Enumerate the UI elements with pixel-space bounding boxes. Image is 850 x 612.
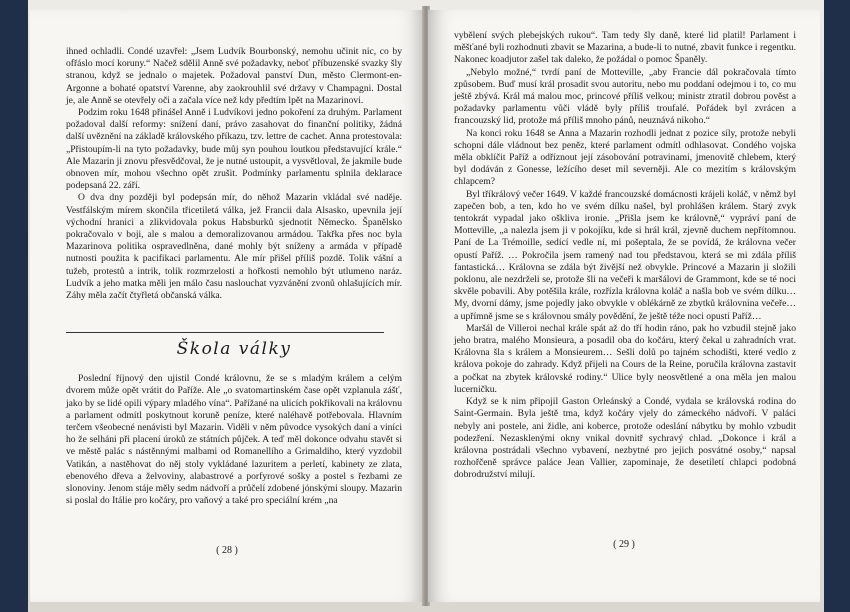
book-cover-edge-right [824, 0, 850, 612]
body-paragraph: vybělení svých plebejských rukou“. Tam tedy šly daně, které lid platil! Parlament i měšťané byli rozhodnuti zbavit se Mazarina, a bude-li to nutné, zbavit funkce i regentku. Nakonec koadjutor zašel tak daleko, že požádal o pomoc Španěly. [454, 30, 796, 66]
body-paragraph: Na konci roku 1648 se Anna a Mazarin rozhodli jednat z pozice síly, protože nebyli schopni dále vládnout bez peněz, které parlament odmítl odhlasovat. Condého vojska měla obklíčit Paříž a odříznout její zásobování potravinami, jmenovitě chlebem, který byl dodáván z Gonesse, ležícího deset mil severněji. Ale co mezitím s královským chlapcem? [454, 127, 796, 188]
chapter-title: Škola války [176, 339, 292, 360]
right-page [428, 10, 820, 602]
body-paragraph: Byl tříkrálový večer 1649. V každé francouzské domácnosti krájeli koláč, v němž byl zapečen bob, a ten, kdo ho ve svém dílku našel, byl prohlášen králem. Starý zvyk tentokrát vypadal jako oškliva ironie. „Přišla jsem ke královně,“ vypráví paní de Motteville, „a nalezla jsem ji v pokojíku, kde si hrál král, zjevně duchem nepřítomnou. Paní de La Trémoille, sedící vedle ní, mi pošeptala, že se povídá, že královna večer opustí Paříž. … Pokročila jsem ramený nad tou představou, která se mi zdála příliš fantastická… Královna se zdála být živější než obvykle. Princové a Mazarin ji složili poklonu, ale nezdrželi se, protože šli na večeři k maršálovi de Grammont, kde se té noci skvěle pobavili. Aby potěšila krále, rozřízla královna koláč a našla bob ve svém dílku… My, dvorní dámy, jsme pojedly jako obvykle v oblékárně ze zbytků královnina večeře… a upřímně jsme se s královnou smály povědění, že ještě téže noci opustí Paříž… [454, 188, 796, 322]
body-paragraph: „Nebylo možné,“ tvrdí paní de Motteville, „aby Francie dál pokračovala tímto způsobem. Buď musí král prosadit svou autoritu, nebo mu poddaní odejmou i to, co mu ještě zbývá. Král má malou moc, princové příliš velkou; ministr ztratil dobrou pověst a požadavky parlamentu vůči vládě byly příliš troufalé. Pořádek byl zvrácen a francouzský lid, protože má příliš mnoho pánů, neuznává nikoho.“ [454, 66, 796, 127]
chapter-divider [66, 332, 384, 333]
body-paragraph: Když se k nim připojil Gaston Orleánský a Condé, vydala se královská rodina do Saint-Germain. Byla ještě tma, když kočáry vjely do zámeckého nádvoří. V paláci nebyly ani postele, ani židle, ani koberce, protože odeslání nábytku by mohlo vzbudit podezření. Nezasklenými okny vnikal dovnitř sychravý chlad. „Dokonce i král a královna postrádali všechno vybavení, nezbytné pro jejich posvátné osoby,“ napsal rozhořčeně správce paláce Jean Vallier, zapominaje, že desetiletí chlapci podobná dobrodružství milují. [454, 396, 796, 481]
left-page [30, 10, 424, 602]
page-number: ( 29 ) [613, 539, 635, 550]
book-cover-edge-left [0, 0, 28, 612]
body-paragraph: Poslední říjnový den ujistil Condé královnu, že se s mladým králem a celým dvorem může opět vrátit do Paříže. Ale „o svatomartinském čase opět vzplanula zášť, jako by se lidé opili výpary mladého vína“. Pařížané na ulicích pokřikovali na královnu a parlament odmítl poskytnout koruně peníze, které naléhavě potřebovala. Hlavním terčem všeobecné nenávisti byl Mazarin. Viděli v něm původce vysokých daní a viníci ho že selháni při placení úroků ze státních půjček. A teď měl dokonce odvahu stavět si ve městě palác s nástěnnými malbami od Romanellího a Grimaldiho, který vyzdobil Vatikán, a nastěhovat do něj stoly vykládané lazuritem a perletí, kabinety ze zlata, ebenového dřeva a želvoviny, alabastrové a porfyrové sošky a postel s řezbami ze slonoviny. Jenom stáje měly sedm nádvoří a průčelí zdobené jónskými sloupy. Mazarin si poslal do Itálie pro kočáry, pro vaňový a také pro speciální krém „na [66, 373, 402, 507]
body-paragraph: Maršál de Villeroi nechal krále spát až do tří hodin ráno, pak ho vzbudil stejně jako jeho bratra, malého Monsieura, a posadil oba do kočáru, který čekal u zahradních vrat. Královna šla s králem a Monsieurem… Sešli dolů po tajném schodišti, které vedlo z králova pokoje do zahrady. Když přijeli na Cours de la Reine, poručila královna zastavit a počkat na zbytek královské rodiny.“ Ulice byly neosvětlené a ona měla jen malou lucerničku. [454, 322, 796, 395]
body-paragraph: O dva dny později byl podepsán mír, do něhož Mazarin vkládal své naděje. Vestfálským mírem skončila třicetiletá válka, jež Francii dala Alsasko, upevnila její východní hranici a zlikvidovala pokus Habsburků sjednotit Německo. Španělsko pokračovalo v boji, ale s malou a demoralizovanou armádou. Takřka přes noc byla Mazarinova politika ospravedlněna, dané mohly být sníženy a armáda v případě nutnosti použita k pacifikaci parlamentu. Ale mír přišel příliš pozdě. Tolik vášní a tužeb, protestů a intrik, tolik rozmrzelosti a hořkosti nemohlo být utlumeno naráz. Ludvík a jeho matka měli jen málo času naslouchat vyzvánění zvonů ohlašujících mír. Záhy měla začít čtyřletá občanská válka. [66, 192, 402, 302]
body-paragraph: Podzim roku 1648 přinášel Anně i Ludvíkovi jedno pokoření za druhým. Parlament požadoval další reformy: snížení daní, právo zasahovat do finanční politiky, žádná další uvěznění na základě královského příkazu, tzv. lettre de cachet. Anna protestovala: „Přistoupím-li na tyto požadavky, bude můj syn pouhou loutkou představující krále.“ Ale Mazarin ji znovu přesvědčoval, že je nutné ustoupit, a vysvětloval, že jakmile bude obnoven mír, mohou všechno opět zrušit. Podmínky parlamentu splnila deklarace podepsaná 22. září. [66, 107, 402, 192]
page-number: ( 28 ) [216, 545, 238, 556]
body-paragraph: ihned ochladli. Condé uzavřel: „Jsem Ludvík Bourbonský, nemohu učinit nic, co by ofřáslo mocí koruny.“ Načež sdělil Anně své požadavky, neboť příbuzenské svazky šly stranou, když se jednalo o majetek. Požadoval panství Dun, město Clermont-en-Argonne a bohaté opatství Varenne, aby zaokrouhlil své državy v Champagni. Dostal je, ale Anně se otevřely oči a začala více než kdy předtím lpět na Mazarinovi. [66, 46, 402, 106]
